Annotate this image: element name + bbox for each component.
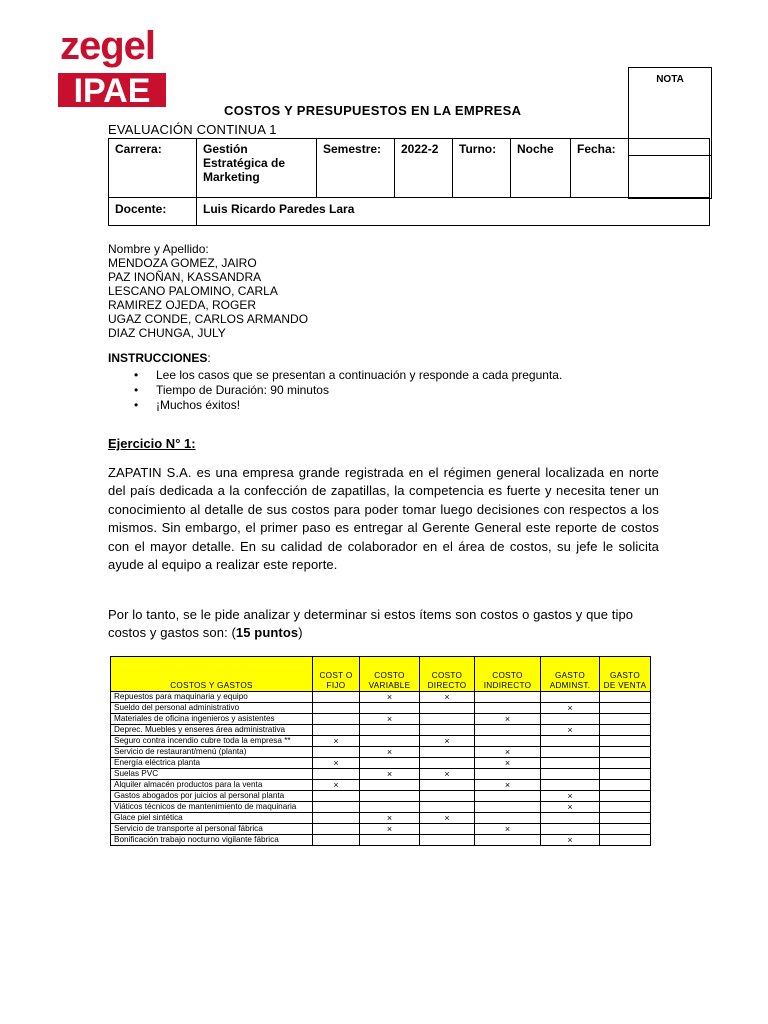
table-cell-empty	[360, 758, 420, 769]
table-cell-empty	[541, 758, 600, 769]
fecha-label: Fecha:	[577, 142, 616, 156]
table-cell-empty	[600, 824, 651, 835]
carrera-value: Gestión Estratégica de Marketing	[197, 139, 317, 197]
table-cell-empty	[475, 791, 541, 802]
docente-label: Docente:	[109, 197, 197, 225]
table-cell-empty	[360, 736, 420, 747]
table-cell-empty	[360, 791, 420, 802]
table-cell-empty	[475, 813, 541, 824]
table-row	[111, 747, 651, 758]
header-costo-variable: COSTO VARIABLE	[360, 657, 420, 692]
table-cell-empty	[420, 802, 475, 813]
table-cell-item: Energía eléctrica planta	[111, 758, 313, 769]
table-cell-mark: ×	[420, 736, 475, 747]
table-cell-empty	[600, 769, 651, 780]
instructions-heading	[108, 351, 211, 365]
table-cell-item: Sueldo del personal administrativo	[111, 703, 313, 714]
student-names	[108, 242, 308, 340]
table-cell-empty	[600, 736, 651, 747]
table-cell-mark: ×	[420, 692, 475, 703]
student-name: LESCANO PALOMINO, CARLA	[108, 284, 278, 298]
docente-value: Luis Ricardo Paredes Lara	[203, 202, 355, 216]
table-cell-empty	[420, 780, 475, 791]
table-row	[111, 725, 651, 736]
table-row	[111, 824, 651, 835]
table-cell-mark: ×	[541, 791, 600, 802]
table-cell-empty	[420, 758, 475, 769]
student-name: MENDOZA GOMEZ, JAIRO	[108, 256, 257, 270]
table-cell-empty	[541, 692, 600, 703]
instruction-item: • Lee los casos que se presentan a continuación y responde a cada pregunta.	[134, 368, 562, 383]
table-cell-empty	[475, 802, 541, 813]
table-cell-item: Deprec. Muebles y enseres área administrativa	[111, 725, 313, 736]
table-cell-item: Alquiler almacén productos para la venta	[111, 780, 313, 791]
table-cell-empty	[360, 802, 420, 813]
table-cell-mark: ×	[541, 725, 600, 736]
table-cell-empty	[541, 824, 600, 835]
table-cell-empty	[475, 703, 541, 714]
table-cell-item: Bonificación trabajo nocturno vigilante fábrica	[111, 835, 313, 846]
table-cell-empty	[420, 703, 475, 714]
table-header-row	[111, 657, 651, 692]
instructions-colon: :	[207, 351, 211, 365]
table-cell-mark: ×	[541, 835, 600, 846]
table-cell-empty	[600, 725, 651, 736]
document-title: COSTOS Y PRESUPUESTOS EN LA EMPRESA	[224, 103, 522, 118]
student-name: RAMIREZ OJEDA, ROGER	[108, 298, 257, 312]
table-cell-item: Servicio de transporte al personal fábrica	[111, 824, 313, 835]
table-cell-mark: ×	[360, 692, 420, 703]
table-cell-empty	[600, 813, 651, 824]
table-cell-mark: ×	[313, 780, 360, 791]
table-row	[111, 692, 651, 703]
table-cell-empty	[600, 703, 651, 714]
header-costo-fijo: COST O FIJO	[313, 657, 360, 692]
exercise-paragraph-2	[108, 606, 659, 643]
table-cell-empty	[541, 813, 600, 824]
table-cell-empty	[475, 835, 541, 846]
table-cell-item: Materiales de oficina ingenieros y asistentes	[111, 714, 313, 725]
info-table	[108, 138, 710, 226]
student-name: UGAZ CONDE, CARLOS ARMANDO	[108, 312, 309, 326]
table-row	[111, 758, 651, 769]
table-cell-mark: ×	[360, 714, 420, 725]
table-row	[111, 703, 651, 714]
semestre-label: Semestre:	[317, 139, 395, 197]
document-subtitle: EVALUACIÓN CONTINUA 1	[108, 122, 277, 137]
table-cell-empty	[475, 769, 541, 780]
table-cell-empty	[360, 703, 420, 714]
table-cell-empty	[360, 725, 420, 736]
table-cell-empty	[360, 835, 420, 846]
header-gasto-venta: GASTO DE VENTA	[600, 657, 651, 692]
semestre-value: 2022-2	[395, 139, 453, 197]
header-costo-indirecto: COSTO INDIRECTO	[475, 657, 541, 692]
table-cell-empty	[420, 747, 475, 758]
table-row	[111, 791, 651, 802]
table-cell-mark: ×	[541, 802, 600, 813]
instructions-list	[134, 368, 562, 413]
info-row-course	[109, 139, 709, 198]
table-cell-empty	[313, 714, 360, 725]
table-cell-item: Gastos abogados por juicios al personal planta	[111, 791, 313, 802]
table-cell-empty	[313, 747, 360, 758]
table-cell-empty	[600, 758, 651, 769]
table-cell-empty	[420, 835, 475, 846]
names-label: Nombre y Apellido:	[108, 242, 209, 256]
table-cell-empty	[475, 736, 541, 747]
turno-label: Turno:	[453, 139, 511, 197]
carrera-label: Carrera:	[109, 139, 197, 197]
points-label: 15 puntos	[235, 625, 299, 641]
table-row	[111, 714, 651, 725]
table-cell-mark: ×	[475, 747, 541, 758]
table-cell-empty	[600, 802, 651, 813]
table-cell-mark: ×	[360, 769, 420, 780]
paragraph-2-end: )	[298, 625, 303, 641]
table-cell-item: Servicio de restaurant/menú (planta)	[111, 747, 313, 758]
header-gasto-adminst: GASTO ADMINST.	[541, 657, 600, 692]
table-cell-item: Viáticos técnicos de mantenimiento de maquinaria	[111, 802, 313, 813]
table-cell-empty	[360, 780, 420, 791]
table-cell-mark: ×	[541, 703, 600, 714]
header-costos-gastos: COSTOS Y GASTOS	[111, 657, 313, 692]
table-cell-empty	[313, 802, 360, 813]
table-cell-empty	[600, 714, 651, 725]
table-row	[111, 780, 651, 791]
table-cell-mark: ×	[475, 824, 541, 835]
table-cell-mark: ×	[360, 813, 420, 824]
student-name: PAZ INOÑAN, KASSANDRA	[108, 270, 262, 284]
student-name: DIAZ CHUNGA, JULY	[108, 326, 226, 340]
table-cell-empty	[420, 725, 475, 736]
table-cell-empty	[420, 791, 475, 802]
instruction-item: • ¡Muchos éxitos!	[134, 398, 562, 413]
table-cell-empty	[600, 791, 651, 802]
table-cell-empty	[475, 692, 541, 703]
table-cell-mark: ×	[475, 780, 541, 791]
table-cell-empty	[420, 714, 475, 725]
table-cell-item: Suelas PVC	[111, 769, 313, 780]
table-cell-empty	[541, 736, 600, 747]
costs-table	[110, 656, 651, 846]
table-cell-empty	[313, 813, 360, 824]
table-cell-empty	[600, 780, 651, 791]
instruction-item: • Tiempo de Duración: 90 minutos	[134, 383, 562, 398]
table-cell-empty	[541, 769, 600, 780]
table-cell-item: Repuestos para maquinaria y equipo	[111, 692, 313, 703]
table-cell-mark: ×	[420, 769, 475, 780]
table-cell-empty	[600, 835, 651, 846]
table-row	[111, 813, 651, 824]
table-row	[111, 802, 651, 813]
table-cell-empty	[313, 769, 360, 780]
instructions-heading-text: INSTRUCCIONES	[108, 351, 208, 365]
logo-ipae: IPAE	[58, 73, 166, 107]
paragraph-2-start: Por lo tanto, se le pide analizar y determinar si estos ítems son costos o gastos y que tipo costos y gastos son: (	[108, 607, 634, 641]
table-row	[111, 769, 651, 780]
table-cell-empty	[420, 824, 475, 835]
table-cell-empty	[313, 692, 360, 703]
info-row-docente	[109, 197, 709, 225]
table-cell-empty	[541, 780, 600, 791]
table-cell-empty	[600, 692, 651, 703]
exercise-title: Ejercicio N° 1:	[108, 436, 196, 451]
nota-label: NOTA	[629, 68, 711, 156]
table-cell-empty	[475, 725, 541, 736]
table-cell-empty	[541, 714, 600, 725]
table-cell-mark: ×	[360, 747, 420, 758]
table-cell-empty	[600, 747, 651, 758]
table-cell-mark: ×	[313, 736, 360, 747]
table-cell-empty	[313, 703, 360, 714]
table-row	[111, 835, 651, 846]
table-cell-empty	[541, 747, 600, 758]
header-costo-directo: COSTO DIRECTO	[420, 657, 475, 692]
turno-value: Noche	[511, 139, 571, 197]
table-cell-mark: ×	[420, 813, 475, 824]
table-cell-empty	[313, 835, 360, 846]
table-cell-mark: ×	[475, 758, 541, 769]
table-cell-empty	[313, 791, 360, 802]
table-cell-empty	[313, 725, 360, 736]
table-cell-empty	[313, 824, 360, 835]
table-cell-mark: ×	[360, 824, 420, 835]
exercise-paragraph-1: ZAPATIN S.A. es una empresa grande registrada en el régimen general localizada en norte del país dedicada a la confección de zapatillas, la competencia es fuerte y necesita tener un conocimiento al detalle de sus costos para poder tomar luego decisiones con respectos a los mismos. Sin embargo, el primer paso es entregar al Gerente General este reporte de costos con el mayor detalle. En su calidad de colaborador en el área de costos, su jefe le solicita ayude al equipo a realizar este reporte.	[108, 465, 659, 573]
table-cell-mark: ×	[313, 758, 360, 769]
table-cell-item: Seguro contra incendio cubre toda la empresa **	[111, 736, 313, 747]
table-cell-mark: ×	[475, 714, 541, 725]
logo-zegel: zegel	[60, 24, 156, 68]
table-cell-item: Glace piel sintética	[111, 813, 313, 824]
table-row	[111, 736, 651, 747]
